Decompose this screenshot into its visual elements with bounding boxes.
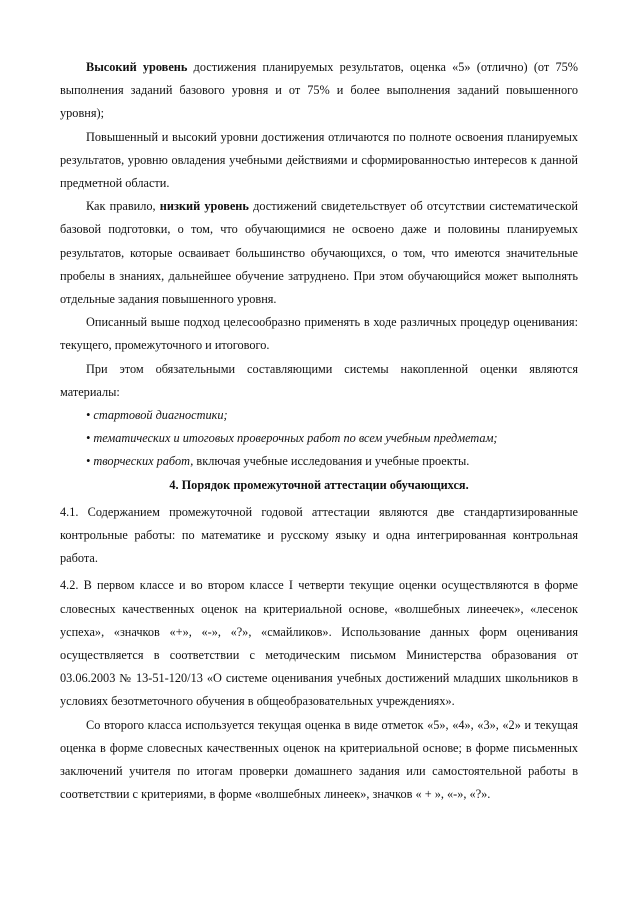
paragraph-levels-difference: Повышенный и высокий уровни достижения отличаются по полноте освоения планируемых результатов, уровню овладения учебными действиями и сформированностью интересов к данной предметной области. — [60, 129, 578, 191]
paragraph-approach: Описанный выше подход целесообразно применять в ходе различных процедур оценивания: текущего, промежуточного и итогового. — [60, 315, 578, 353]
low-level-text: достижений свидетельствует об отсутствии систематической базовой подготовки, о том, что обучающимися не освоено даже и половины планируемых результатов, которые осваивает большинство обучающихся, о том, что имеются значительные пробелы в знаниях, дальнейшее обучение затруднено. При этом обучающийся может выполнять отдельные задания повышенного уровня. — [60, 199, 578, 307]
paragraph-low-level — [60, 195, 578, 311]
section-heading: 4. Порядок промежуточной аттестации обучающихся. — [169, 477, 469, 492]
bullet-item — [60, 427, 578, 450]
paragraph-materials: При этом обязательными составляющими системы накопленной оценки являются материалы: — [60, 361, 578, 399]
bullet-item — [60, 450, 578, 473]
bullet-italic-text: • стартовой диагностики; — [86, 408, 228, 423]
section-4-1: 4.1. Содержанием промежуточной годовой аттестации являются две стандартизированные контрольные работы: по математике и русскому языку и одна интегрированная контрольная работа. — [60, 504, 578, 566]
bullet-item — [60, 404, 578, 427]
bullet-italic-text: • тематических и итоговых проверочных работ по всем учебным предметам; — [86, 431, 498, 446]
term-high-level: Высокий уровень — [86, 60, 188, 74]
low-level-intro: Как правило, — [86, 199, 160, 214]
bullet-plain-text: включая учебные исследования и учебные проекты. — [193, 454, 470, 469]
bullet-italic-text: • творческих работ, — [86, 454, 194, 469]
paragraph-high-level — [60, 56, 578, 126]
paragraph-second-grade: Со второго класса используется текущая оценка в виде отметок «5», «4», «3», «2» и текущая оценка в форме словесных качественных оценок на критериальной основе; в форме письменных заключений учителя по итогам проверки домашнего задания или самостоятельной работы в соответствии с критериями, в форме «волшебных линеек», значков « + », «-», «?». — [60, 717, 578, 802]
text-column — [60, 56, 578, 807]
high-level-text: достижения планируемых результатов, оценка «5» (отлично) (от 75% выполнения заданий базового уровня и от 75% и более выполнения заданий повышенного уровня); — [60, 60, 578, 121]
term-low-level: низкий уровень — [159, 199, 249, 214]
section-4-2: 4.2. В первом классе и во втором классе I четверти текущие оценки осуществляются в форме словесных качественных оценок на критериальной основе, «волшебных линеечек», «лесенок успеха», «значков «+», «-», «?», «смайликов». Использование данных форм оценивания осуществляется в соответствии с методическим письмом Министерства образования от 03.06.2003 № 13-51-120/13 «О системе оценивания учебных достижений младших школьников в условиях безотметочного обучения в общеобразовательных учреждениях». — [60, 578, 578, 709]
